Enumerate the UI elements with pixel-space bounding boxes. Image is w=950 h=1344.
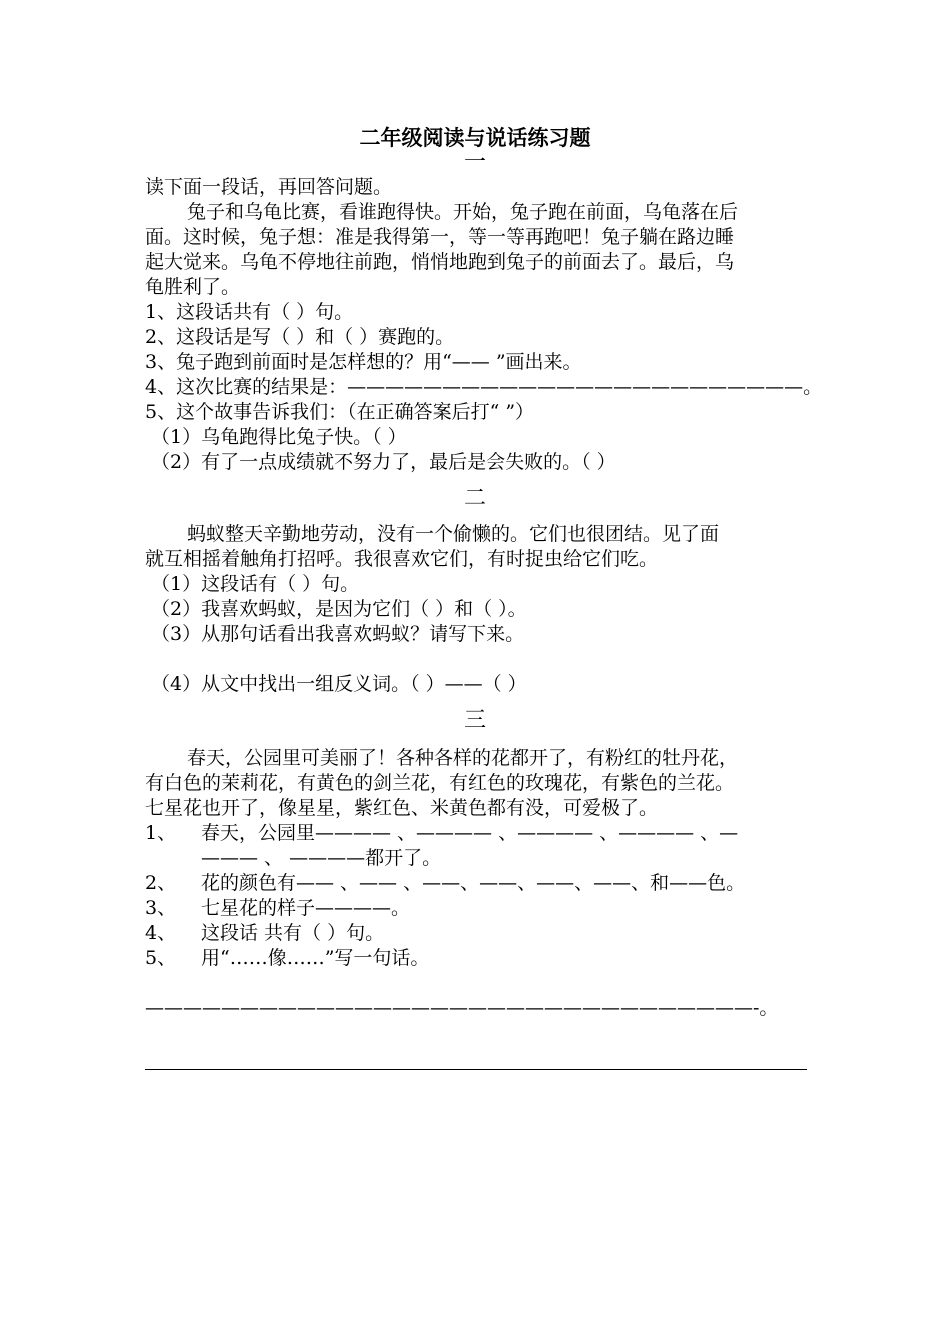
question-number: 2、 (145, 872, 177, 894)
section-1-paragraph-line: 龟胜利了。 (145, 276, 241, 298)
question-number: 1、 (145, 822, 177, 844)
section-2-number: 二 (463, 486, 486, 511)
section-3 (145, 746, 810, 971)
section-1-paragraph-line: 起大觉来。乌龟不停地往前跑，悄悄地跑到兔子的前面去了。最后，乌 (145, 251, 735, 273)
section-1-paragraph-line: 兔子和乌龟比赛，看谁跑得快。开始，兔子跑在前面，乌龟落在后 (187, 201, 739, 223)
section-1-number: 一 (463, 150, 486, 175)
section-3-paragraph-line: 七星花也开了，像星星，紫红色、米黄色都有没，可爱极了。 (145, 797, 659, 819)
blank-line (145, 647, 810, 672)
question-text: 七星花的样子————。 (201, 897, 411, 919)
section-2-question: （4）从文中找出一组反义词。（ ）——（ ） (151, 673, 527, 695)
section-1-question: 1、这段话共有（ ）句。 (145, 301, 354, 323)
question-text: 春天，公园里———— 、———— 、———— 、———— 、— (201, 822, 739, 844)
section-1-choice: （2）有了一点成绩就不努力了，最后是会失败的。（ ） (151, 451, 616, 473)
question-text: 这段话 共有（ ）句。 (201, 922, 385, 944)
section-1-question: 4、这次比赛的结果是：————————————————————————。 (145, 376, 823, 398)
section-1-question: 3、兔子跑到前面时是怎样想的？用“—— ”画出来。 (145, 351, 582, 373)
section-3-question (145, 871, 810, 896)
section-2 (145, 522, 810, 697)
question-text-continuation: ——— 、 ————都开了。 (201, 847, 442, 869)
section-1-instruction: 读下面一段话，再回答问题。 (145, 176, 393, 198)
section-3-number: 三 (463, 708, 486, 733)
section-1-question: 5、这个故事告诉我们：（在正确答案后打“ ”） (145, 401, 535, 423)
section-1-paragraph-line: 面。这时候，兔子想：准是我得第一，等一等再跑吧！兔子躺在路边睡 (145, 226, 735, 248)
answer-rule-line (145, 1069, 807, 1070)
section-3-question (145, 821, 810, 846)
section-3-question (145, 921, 810, 946)
answer-dash-line (145, 996, 810, 1021)
section-2-paragraph-line: 就互相摇着触角打招呼。我很喜欢它们，有时捉虫给它们吃。 (145, 548, 659, 570)
answer-dash-text: ————————————————————————————————-。 (145, 997, 779, 1019)
section-2-paragraph-line: 蚂蚁整天辛勤地劳动，没有一个偷懒的。它们也很团结。见了面 (187, 523, 720, 545)
section-3-question (145, 896, 810, 921)
question-number: 5、 (145, 947, 177, 969)
section-3-paragraph-line: 春天，公园里可美丽了！各种各样的花都开了，有粉红的牡丹花， (187, 747, 739, 769)
section-1-choice: （1）乌龟跑得比兔子快。（ ） (151, 426, 407, 448)
question-number: 3、 (145, 897, 177, 919)
section-2-question: （1）这段话有（ ）句。 (151, 573, 360, 595)
section-1-question: 2、这段话是写（ ）和（ ）赛跑的。 (145, 326, 455, 348)
section-3-paragraph-line: 有白色的茉莉花，有黄色的剑兰花，有红色的玫瑰花，有紫色的兰花。 (145, 772, 735, 794)
question-text: 花的颜色有—— 、—— 、——、——、——、——、和——色。 (201, 872, 746, 894)
section-2-question: （2）我喜欢蚂蚁，是因为它们（ ）和（ ）。 (151, 598, 527, 620)
page-title: 二年级阅读与说话练习题 (359, 125, 591, 150)
question-text: 用“……像……”写一句话。 (201, 947, 430, 969)
section-2-question: （3）从那句话看出我喜欢蚂蚁？请写下来。 (151, 623, 525, 645)
section-1 (145, 175, 823, 475)
section-3-question (145, 946, 810, 971)
question-number: 4、 (145, 922, 177, 944)
